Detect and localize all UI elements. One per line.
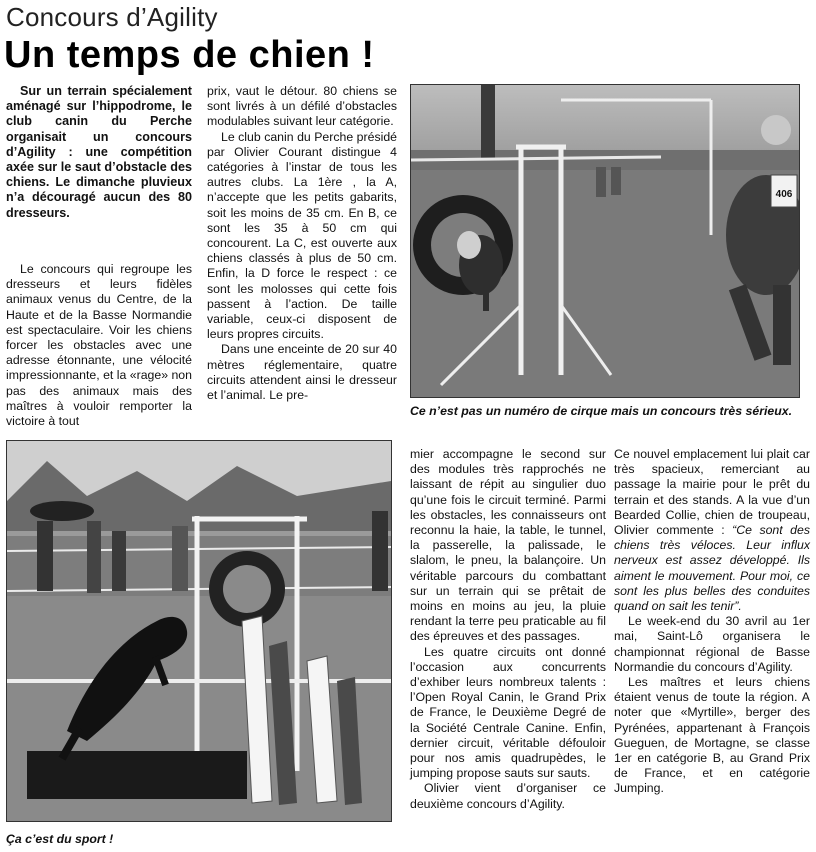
paragraph — [614, 447, 810, 614]
paragraph: Le concours qui regroupe les dresseurs et leurs fidèles animaux venus du Centre, de la Haute et de la Basse Normandie est spectaculaire. Voir les chiens forcer les obstacles avec une adresse étonnante, une vélocité impressionnante, et la «rage» non pas des animaux mais des maîtres à vouloir remporter la victoire à tout — [6, 262, 192, 429]
photo-dog-jumping-hurdle — [6, 440, 392, 822]
quote: “Ce sont des chiens très véloces. Leur influx nerveux est assez développé. Ils aiment le mouvement. Pour moi, ce sont les plus belles des conduites quand on sait les tenir”. — [614, 523, 810, 614]
paragraph: Le week-end du 30 avril au 1er mai, Saint-Lô organisera le championnat régional de Basse Normandie du concours d’Agility. — [614, 614, 810, 674]
photo-2-caption: Ça c’est du sport ! — [6, 832, 114, 846]
paragraph: Dans une enceinte de 20 sur 40 mètres réglementaire, quatre circuits attendent ainsi le dresseur et l’animal. Le pre- — [207, 342, 397, 403]
lead-paragraph — [6, 84, 192, 221]
lead-text: Sur un terrain spécialement aménagé sur l’hippodrome, le club canin du Perche organisait un concours d’Agility : une compétition axée sur le saut d’obstacle des chiens. Le dimanche pluvieux n’a découragé aucun des 80 dresseurs. — [6, 84, 192, 220]
column-2 — [207, 84, 397, 403]
paragraph: mier accompagne le second sur des modules très rapprochés ne laissant de répit au singulier duo qu’une fois le circuit terminé. Parmi les obstacles, les connaisseurs ont reconnu la haie, la table, le tunnel, la passerelle, la palissade, le slalom, le pneu, la balançoire. Un véritable parcours du combattant sur un terrain qui se prêtait de moins en moins au jeu, la pluie rendant la terre peu praticable au fil des épreuves et des passages. — [410, 447, 606, 644]
paragraph: Les maîtres et leurs chiens étaient venus de toute la région. A noter que «Myrtille», berger des Pyrénées, appartenant à François Gueguen, de Mortagne, se classe 1er en catégorie B, au Grand Prix de France, et en catégorie Jumping. — [614, 675, 810, 796]
column-3 — [410, 447, 606, 812]
photo-1-caption: Ce n’est pas un numéro de cirque mais un concours très sérieux. — [410, 404, 793, 418]
bib-number: 406 — [775, 189, 793, 200]
paragraph: Le club canin du Perche présidé par Olivier Courant distingue 4 catégories à l’instar de tous les autres clubs. La 1ère , la A, n’accepte que les petits gabarits, soit les moins de 35 cm. En B, ce sont les 35 à 50 cm qui concourent. La C, est ouverte aux chiens classés à plus de 50 cm. Enfin, la D force le respect : ce sont les molosses qui cette fois passent à l’action. De taille variable, ceux-ci disposent de leurs propres circuits. — [207, 129, 397, 342]
column-1 — [6, 262, 192, 429]
photo-dog-jumping-tire — [410, 84, 800, 398]
paragraph: Olivier vient d’organiser ce deuxième concours d’Agility. — [410, 781, 606, 811]
paragraph: Les quatre circuits ont donné l’occasion aux concurrents d’exhiber leurs nombreux talents : l’Open Royal Canin, le Grand Prix de France, le Deuxième Degré de la Société Centrale Canine. Enfin, dernier circuit, véritable défouloir pour nos amis quadrupèdes, le jumping propose sauts sur sauts. — [410, 644, 606, 781]
paragraph: prix, vaut le détour. 80 chiens se sont livrés à un défilé d’obstacles modulables suivant leur catégorie. — [207, 84, 397, 129]
column-4 — [614, 447, 810, 797]
section-rubric: Concours d’Agility — [6, 2, 218, 32]
headline: Un temps de chien ! — [4, 34, 375, 76]
paragraph-intro: Ce nouvel emplacement lui plait car très spacieux, remerciant au passage la mairie pour le prêt du terrain et des stands. A la vue d’un Bearded Collie, chien de troupeau, Olivier commente : — [614, 447, 810, 538]
